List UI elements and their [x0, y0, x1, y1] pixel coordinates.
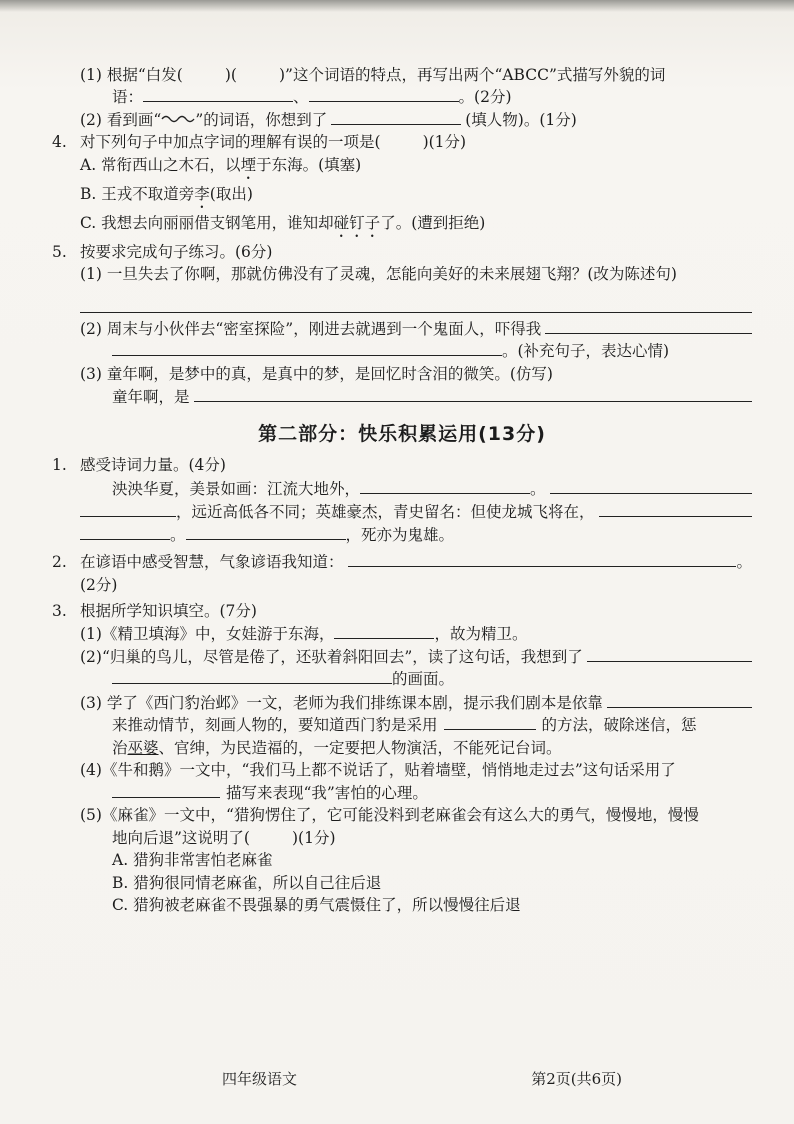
q3-1-line1: (1) 根据“白发( )( )”这个词语的特点，再写出两个“ABCC”式描写外貌的词: [80, 66, 666, 84]
p2-q3-1: (1)《精卫填海》中，女娃游于东海， ，故为精卫。: [80, 624, 528, 643]
p2-q3-5-line2: 地向后退”这说明了( )(1分): [112, 828, 336, 847]
p2-q3-stem: 3. 根据所学知识填空。(7分): [52, 602, 257, 621]
p2-q1-line1: 泱泱华夏，美景如画：江流大地外， 。: [52, 477, 752, 500]
poem-blank-6[interactable]: [186, 525, 346, 540]
p2-q3-2-line2: 的画面。: [52, 668, 752, 690]
poem-blank-4[interactable]: [599, 500, 752, 517]
p2-q3-5-line1: (5)《麻雀》一文中，“猎狗愣住了，它可能没料到老麻雀会有这么大的勇气，慢慢地，慢慢: [80, 806, 699, 825]
p2-q3-3-line1: (3) 学了《西门豹治邺》一文，老师为我们排练课本剧，提示我们剧本是依靠: [52, 691, 752, 714]
poem-blank-5[interactable]: [80, 525, 170, 540]
footer-subject: 四年级语文: [222, 1070, 298, 1088]
p2-q3-3-line3: 治 巫婆 、官绅，为民造福的，一定要把人物演活，不能死记台词。: [112, 738, 562, 757]
p2-q1-line2: ，远近高低各不同；英雄豪杰，青史留名：但使龙城飞将在，: [52, 500, 752, 523]
maque-option-a[interactable]: A. 猎狗非常害怕老麻雀: [112, 851, 273, 870]
q5-3-answer-row: 童年啊，是: [52, 385, 752, 408]
p2-q2-stem: 2. 在谚语中感受智慧，气象谚语我知道： 。: [52, 550, 752, 573]
poem-blank-2[interactable]: [550, 477, 752, 494]
p2-q3-3-line2: 来推动情节，刻画人物的，要知道西门豹是采用 的方法，破除迷信，惩: [112, 716, 697, 735]
ximen-blank-1[interactable]: [607, 691, 752, 708]
q4-option-b[interactable]: B. 王戎不取道旁 李 (取出): [80, 184, 253, 203]
q3-1-line2: 语： 、 。(2分): [112, 88, 512, 107]
niu-e-blank[interactable]: [112, 783, 220, 798]
maque-option-b[interactable]: B. 猎狗很同情老麻雀，所以自己往后退: [112, 873, 382, 892]
p2-q1-stem: 1. 感受诗词力量。(4分): [52, 456, 226, 475]
scan-shadow: [0, 0, 794, 12]
q5-3-prompt: (3) 童年啊，是梦中的真，是真中的梦，是回忆时含泪的微笑。(仿写): [80, 364, 553, 383]
p2-q3-4-line2: 描写来表现“我”害怕的心理。: [52, 782, 752, 804]
maque-option-c[interactable]: C. 猎狗被老麻雀不畏强暴的勇气震慑住了，所以慢慢往后退: [112, 896, 521, 915]
jingwei-blank[interactable]: [334, 624, 434, 639]
proverb-blank[interactable]: [348, 550, 737, 567]
p2-q2-score: (2分): [80, 575, 118, 594]
part2-title: 第二部分：快乐积累运用(13分): [258, 422, 546, 445]
q5-1-prompt: (1) 一旦失去了你啊，那就仿佛没有了灵魂，怎能向美好的未来展翅飞翔？(改为陈述句): [80, 265, 677, 284]
poem-blank-1[interactable]: [360, 479, 530, 494]
p2-q3-4-line1: (4)《牛和鹅》一文中，“我们马上都不说话了，贴着墙壁，悄悄地走过去”这句话采用了: [80, 761, 676, 780]
answer-blank-abcc-1[interactable]: [143, 87, 293, 102]
q5-3-answer-blank[interactable]: [194, 385, 752, 402]
bird-scene-blank-1[interactable]: [587, 645, 752, 662]
bird-scene-blank-2[interactable]: [112, 669, 392, 684]
answer-blank-abcc-2[interactable]: [309, 87, 459, 102]
q5-2-line1: (2) 周末与小伙伴去“密室探险”，刚进去就遇到一个鬼面人，吓得我: [52, 317, 752, 340]
q5-stem: 5. 按要求完成句子练习。(6分): [52, 242, 273, 261]
q4-option-c[interactable]: C. 我想去向丽丽借支钢笔用，谁知却 碰钉子 了。(遭到拒绝): [80, 213, 486, 232]
q3-2-line: (2) 看到画“ ”的词语，你想到了 (填人物)。(1分): [80, 110, 577, 129]
exam-content: [52, 64, 752, 917]
q5-2-answer-blank-2[interactable]: [112, 341, 502, 356]
answer-blank-person[interactable]: [331, 110, 461, 125]
footer-page-number: 第2页(共6页): [531, 1070, 622, 1088]
page-footer: [222, 1068, 622, 1089]
q5-1-answer-line[interactable]: [80, 286, 752, 313]
q4-option-a[interactable]: A. 常衔西山之木石，以 堙 于东海。(填塞): [80, 155, 362, 174]
wavy-underline-icon: [161, 113, 195, 123]
poem-blank-3[interactable]: [80, 502, 176, 517]
q4-stem: 4. 对下列句子中加点字词的理解有误的一项是( )(1分): [52, 133, 467, 152]
q5-2-line2: 。(补充句子，表达心情): [52, 340, 752, 362]
q5-2-answer-blank-1[interactable]: [545, 317, 752, 334]
p2-q3-2-line1: (2)“归巢的鸟儿，尽管是倦了，还驮着斜阳回去”，读了这句话，我想到了: [52, 645, 752, 668]
p2-q1-line3: 。 ，死亦为鬼雄。: [52, 524, 752, 546]
ximen-blank-2[interactable]: [444, 715, 536, 730]
